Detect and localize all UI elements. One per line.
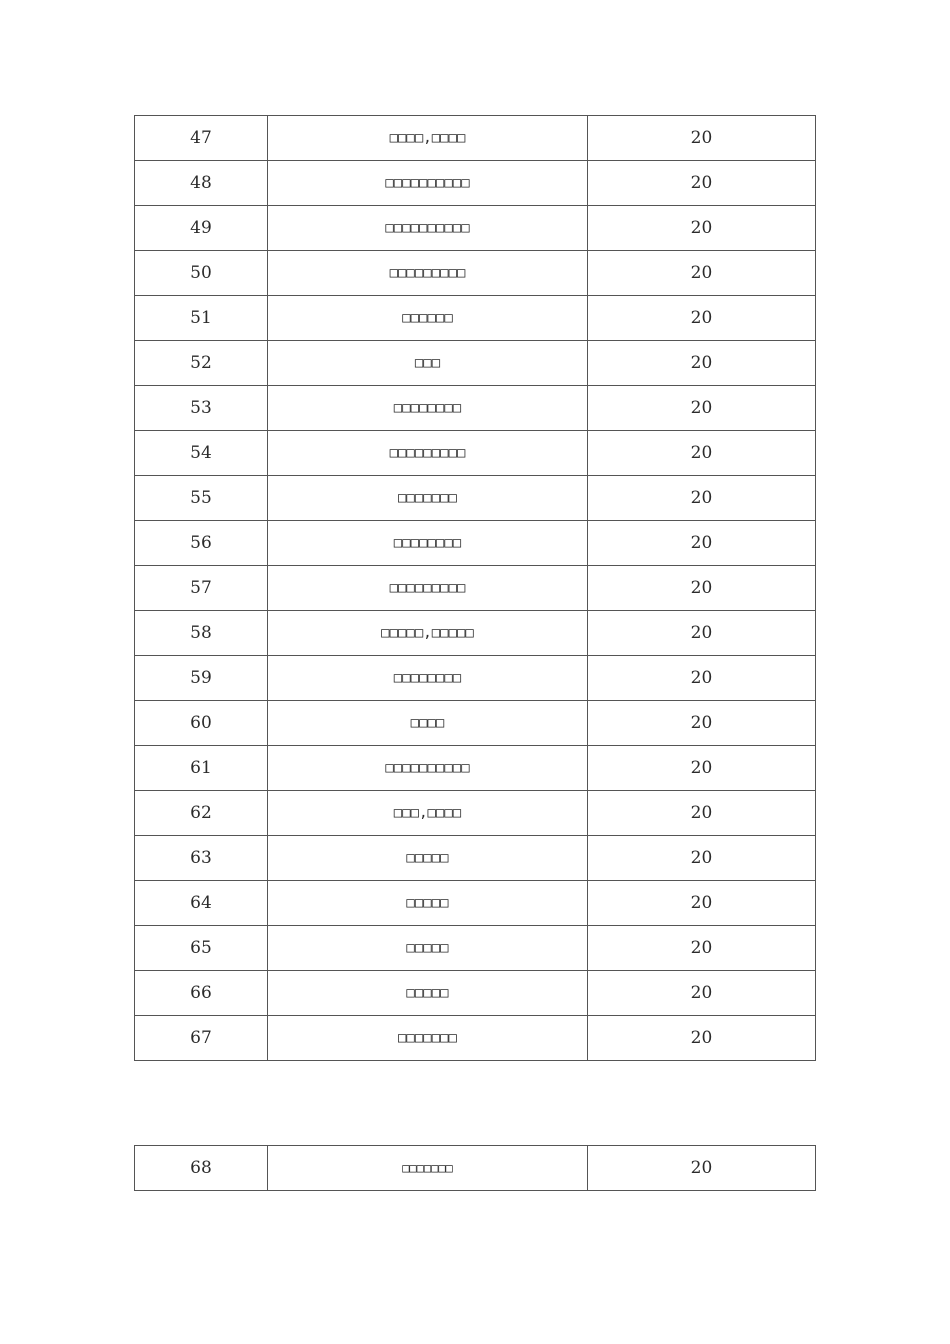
row-name-cell: □□□□□: [268, 971, 588, 1016]
row-name-cell: □□□: [268, 341, 588, 386]
row-name-cell: □□□□□□□: [268, 476, 588, 521]
row-number-cell: 65: [135, 926, 268, 971]
table-row: [135, 656, 816, 701]
row-number-cell: 66: [135, 971, 268, 1016]
row-number-cell: 67: [135, 1016, 268, 1061]
row-value-cell: 20: [588, 296, 816, 341]
row-name-cell: □□□□□□□□□: [268, 251, 588, 296]
table-row: [135, 1016, 816, 1061]
row-value-cell: 20: [588, 521, 816, 566]
table-row: [135, 341, 816, 386]
row-value-cell: 20: [588, 161, 816, 206]
row-number-cell: 47: [135, 116, 268, 161]
row-name-cell: □□□□□□□□□□: [268, 206, 588, 251]
row-number-cell: 59: [135, 656, 268, 701]
table-row: [135, 161, 816, 206]
table-row: [135, 611, 816, 656]
row-value-cell: 20: [588, 251, 816, 296]
row-value-cell: 20: [588, 971, 816, 1016]
continuation-table-body: [135, 1146, 816, 1191]
row-number-cell: 53: [135, 386, 268, 431]
row-number-cell: 64: [135, 881, 268, 926]
row-value-cell: 20: [588, 116, 816, 161]
row-value-cell: 20: [588, 566, 816, 611]
table-row: [135, 476, 816, 521]
row-number-cell: 58: [135, 611, 268, 656]
row-number-cell: 55: [135, 476, 268, 521]
row-name-cell: □□□□□□□□□□: [268, 746, 588, 791]
row-number-cell: 49: [135, 206, 268, 251]
table-row: [135, 746, 816, 791]
row-name-cell: □□□□□: [268, 836, 588, 881]
row-name-cell: □□□□□□□□□: [268, 566, 588, 611]
row-value-cell: 20: [588, 386, 816, 431]
row-name-cell: □□□□□□: [268, 296, 588, 341]
row-value-cell: 20: [588, 431, 816, 476]
row-name-cell: □□□□□□□□□□: [268, 161, 588, 206]
table-row: [135, 251, 816, 296]
row-value-cell: 20: [588, 1146, 816, 1191]
data-table: [134, 115, 816, 1061]
row-value-cell: 20: [588, 746, 816, 791]
row-number-cell: 68: [135, 1146, 268, 1191]
row-value-cell: 20: [588, 206, 816, 251]
row-value-cell: 20: [588, 656, 816, 701]
row-number-cell: 51: [135, 296, 268, 341]
row-value-cell: 20: [588, 476, 816, 521]
table-row: [135, 521, 816, 566]
row-name-cell: □□□□: [268, 701, 588, 746]
row-name-cell: □□□□□,□□□□□: [268, 611, 588, 656]
row-value-cell: 20: [588, 1016, 816, 1061]
table-row: [135, 926, 816, 971]
row-name-cell: □□□□□□□: [268, 1146, 588, 1191]
row-name-cell: □□□□□□□□: [268, 656, 588, 701]
table-row: [135, 1146, 816, 1191]
table-row: [135, 566, 816, 611]
row-number-cell: 54: [135, 431, 268, 476]
row-number-cell: 52: [135, 341, 268, 386]
row-name-cell: □□□□□□□□: [268, 521, 588, 566]
row-value-cell: 20: [588, 341, 816, 386]
row-number-cell: 62: [135, 791, 268, 836]
row-number-cell: 57: [135, 566, 268, 611]
row-name-cell: □□□□□□□: [268, 1016, 588, 1061]
table-row: [135, 206, 816, 251]
table-body: [135, 116, 816, 1061]
row-number-cell: 48: [135, 161, 268, 206]
row-name-cell: □□□□□□□□: [268, 386, 588, 431]
table-row: [135, 296, 816, 341]
table-row: [135, 791, 816, 836]
table-row: [135, 971, 816, 1016]
row-number-cell: 50: [135, 251, 268, 296]
row-name-cell: □□□,□□□□: [268, 791, 588, 836]
table-row: [135, 701, 816, 746]
table-row: [135, 116, 816, 161]
table-row: [135, 431, 816, 476]
table-row: [135, 386, 816, 431]
row-number-cell: 60: [135, 701, 268, 746]
continuation-table: [134, 1145, 816, 1191]
row-name-cell: □□□□,□□□□: [268, 116, 588, 161]
row-number-cell: 63: [135, 836, 268, 881]
row-number-cell: 61: [135, 746, 268, 791]
row-name-cell: □□□□□□□□□: [268, 431, 588, 476]
row-value-cell: 20: [588, 881, 816, 926]
row-value-cell: 20: [588, 836, 816, 881]
row-value-cell: 20: [588, 611, 816, 656]
row-name-cell: □□□□□: [268, 926, 588, 971]
row-number-cell: 56: [135, 521, 268, 566]
row-value-cell: 20: [588, 701, 816, 746]
row-value-cell: 20: [588, 926, 816, 971]
table-row: [135, 836, 816, 881]
row-value-cell: 20: [588, 791, 816, 836]
row-name-cell: □□□□□: [268, 881, 588, 926]
table-row: [135, 881, 816, 926]
